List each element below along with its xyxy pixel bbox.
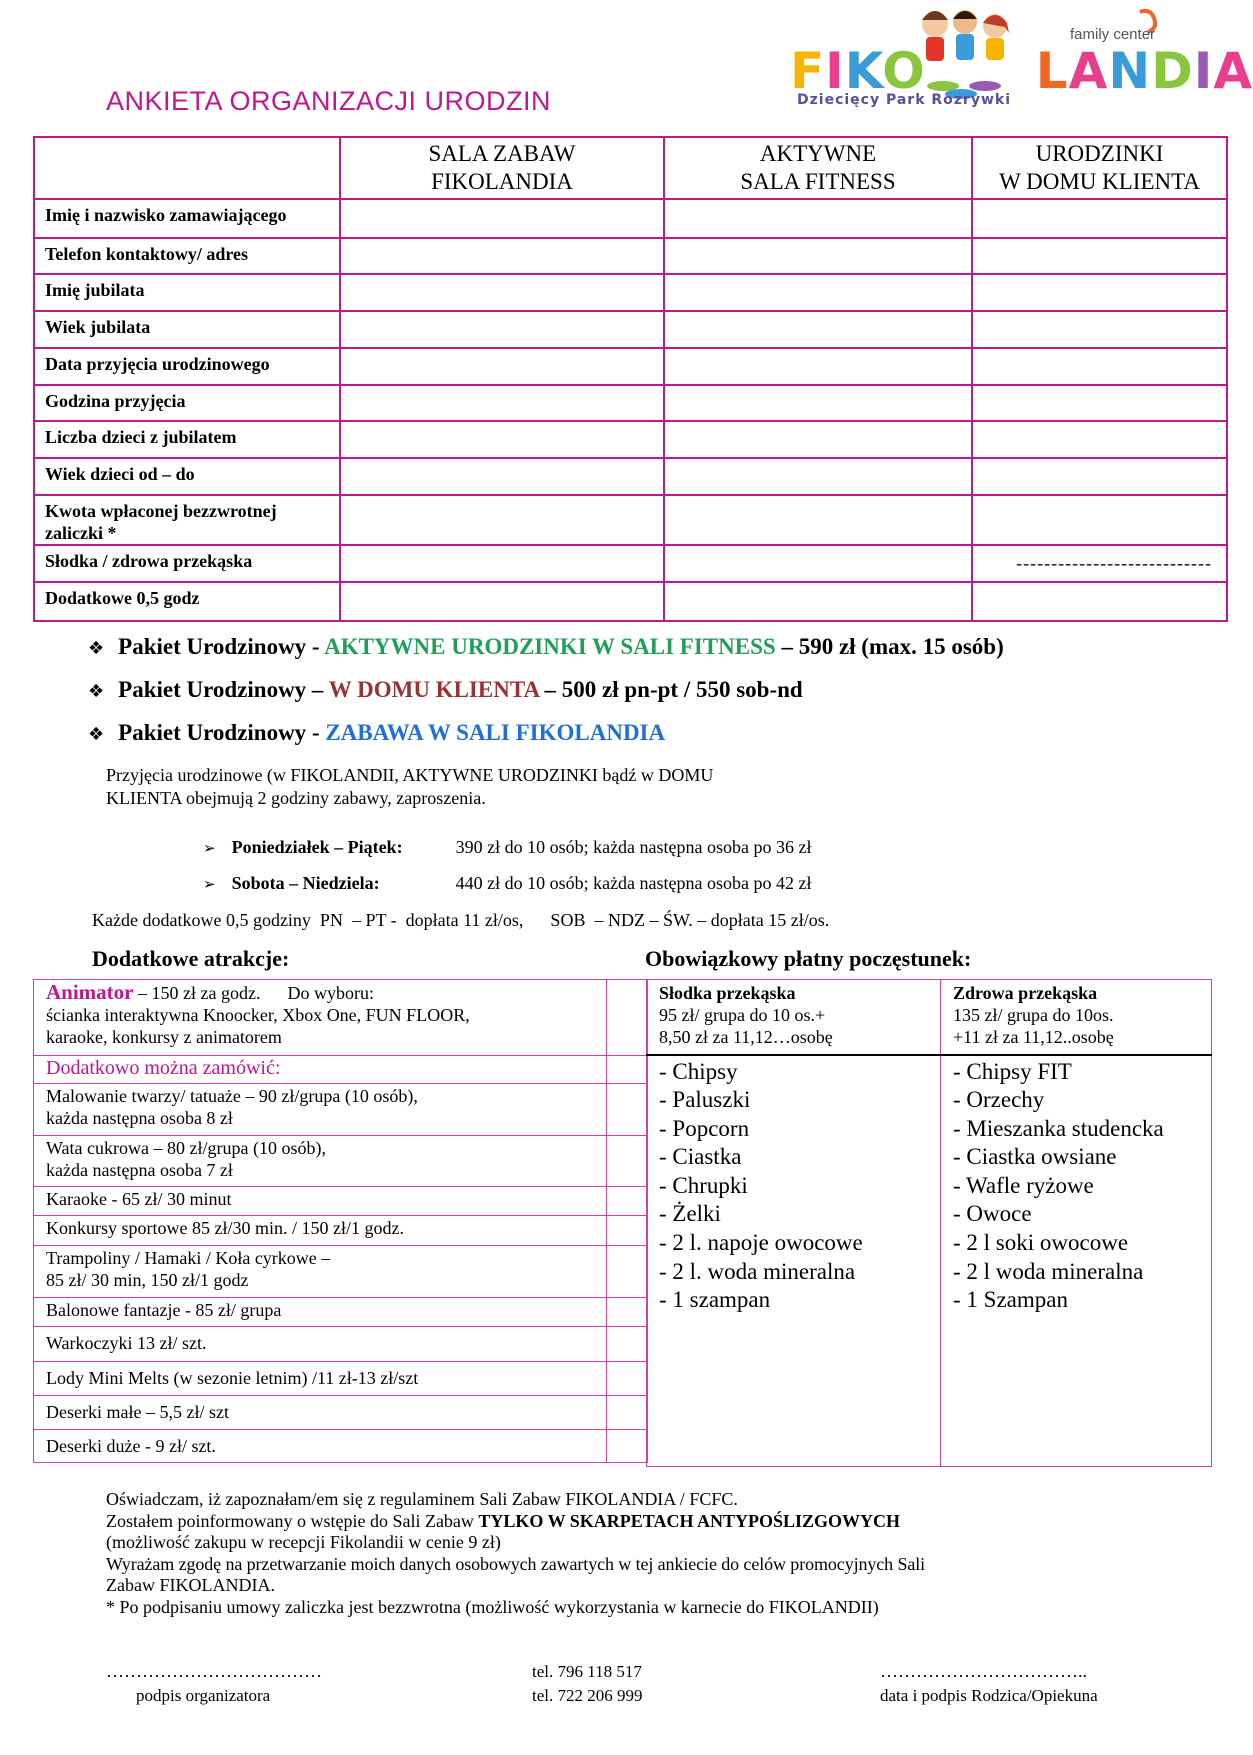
row-label: Telefon kontaktowy/ adres bbox=[34, 238, 340, 274]
animator-options: karaoke, konkursy z animatorem bbox=[46, 1027, 282, 1047]
column-header-fitness bbox=[664, 137, 972, 199]
list-item: - 1 Szampan bbox=[953, 1287, 1068, 1313]
bullet-diamond-icon: ❖ bbox=[88, 681, 105, 702]
package-prefix: Pakiet Urodzinowy - bbox=[118, 720, 326, 745]
extra-item: Lody Mini Melts (w sezonie letnim) /11 zł-13 zł/szt bbox=[34, 1362, 607, 1396]
form-field[interactable] bbox=[972, 458, 1227, 495]
corner-cell bbox=[34, 137, 340, 199]
pricing-row bbox=[203, 836, 812, 860]
healthy-price: 135 zł/ grupa do 10os. bbox=[953, 1005, 1114, 1025]
package-suffix: – 590 zł (max. 15 osób) bbox=[775, 634, 1004, 659]
column-header-text: SALA ZABAW FIKOLANDIA bbox=[428, 141, 576, 194]
logo-subtitle: Dziecięcy Park Rozrywki bbox=[797, 92, 1011, 108]
animator-cell bbox=[34, 980, 607, 1056]
list-item: - Żelki bbox=[659, 1201, 721, 1227]
form-field[interactable] bbox=[972, 582, 1227, 621]
column-header-text: URODZINKI W DOMU KLIENTA bbox=[999, 141, 1200, 194]
healthy-price-extra: +11 zł za 11,12..osobę bbox=[953, 1027, 1114, 1047]
form-field[interactable] bbox=[340, 582, 664, 621]
row-label: Wiek dzieci od – do bbox=[34, 458, 340, 495]
checkbox-cell[interactable] bbox=[607, 1187, 648, 1216]
list-item: - Chipsy bbox=[659, 1058, 738, 1084]
package-item bbox=[88, 634, 1004, 660]
order-form-table bbox=[33, 136, 1228, 622]
list-item: - Ciastka owsiane bbox=[953, 1144, 1117, 1170]
form-field[interactable] bbox=[664, 238, 972, 274]
statement-line: (możliwość zakupu w recepcji Fikolandii w cenie 9 zł) bbox=[106, 1532, 501, 1552]
logo-tagline: family center bbox=[1070, 26, 1156, 43]
form-field[interactable] bbox=[664, 421, 972, 458]
healthy-snack-list bbox=[941, 1055, 1212, 1467]
checkbox-cell[interactable] bbox=[607, 1246, 648, 1298]
checkbox-cell[interactable] bbox=[607, 1430, 648, 1463]
extras-heading: Dodatkowo można zamówić: bbox=[34, 1056, 607, 1084]
column-header-fikolandia bbox=[340, 137, 664, 199]
package-name: ZABAWA W SALI FIKOLANDIA bbox=[325, 720, 666, 745]
package-prefix: Pakiet Urodzinowy – bbox=[118, 677, 329, 702]
package-name: W DOMU KLIENTA bbox=[328, 677, 539, 702]
form-field[interactable] bbox=[340, 274, 664, 311]
row-label: Imię i nazwisko zamawiającego bbox=[34, 199, 340, 238]
animator-desc: – 150 zł za godz. Do wyboru: bbox=[133, 983, 374, 1003]
form-field[interactable] bbox=[340, 385, 664, 421]
attractions-table bbox=[33, 979, 648, 1463]
extra-item: Malowanie twarzy/ tatuaże – 90 zł/grupa (10 osób), każda następna osoba 8 zł bbox=[34, 1084, 607, 1136]
form-field[interactable] bbox=[340, 545, 664, 582]
package-name: AKTYWNE URODZINKI W SALI FITNESS bbox=[324, 634, 776, 659]
page-title: ANKIETA ORGANIZACJI URODZIN bbox=[106, 86, 552, 116]
snacks-table bbox=[646, 979, 1212, 1467]
form-field[interactable] bbox=[972, 421, 1227, 458]
checkbox-cell[interactable] bbox=[607, 1056, 648, 1084]
bullet-diamond-icon: ❖ bbox=[88, 724, 105, 745]
checkbox-cell[interactable] bbox=[607, 1216, 648, 1246]
list-item: - 1 szampan bbox=[659, 1287, 771, 1313]
form-field[interactable] bbox=[664, 311, 972, 348]
statement-line bbox=[106, 1511, 1121, 1533]
list-item: - Ciastka bbox=[659, 1144, 742, 1170]
parent-signature-label: data i podpis Rodzica/Opiekuna bbox=[880, 1686, 1098, 1705]
row-label: Liczba dzieci z jubilatem bbox=[34, 421, 340, 458]
extra-item: Deserki duże - 9 zł/ szt. bbox=[34, 1430, 607, 1463]
row-label: Kwota wpłaconej bezzwrotnej zaliczki * bbox=[34, 495, 340, 545]
organizer-signature-label: podpis organizatora bbox=[136, 1686, 271, 1705]
list-item: - Paluszki bbox=[659, 1087, 751, 1113]
extra-item: Balonowe fantazje - 85 zł/ grupa bbox=[34, 1298, 607, 1327]
form-field[interactable] bbox=[340, 421, 664, 458]
arrow-bullet-icon: ➢ bbox=[203, 839, 216, 857]
fikolandia-logo bbox=[785, 6, 1253, 110]
list-item: - Chipsy FIT bbox=[953, 1058, 1072, 1084]
statement-line: Zabaw FIKOLANDIA. bbox=[106, 1575, 275, 1595]
arrow-bullet-icon: ➢ bbox=[203, 875, 216, 893]
package-item bbox=[88, 720, 665, 746]
extra-item: Trampoliny / Hamaki / Koła cyrkowe – 85 zł/ 30 min, 150 zł/1 godz bbox=[34, 1246, 607, 1298]
row-label: Wiek jubilata bbox=[34, 311, 340, 348]
package-suffix: – 500 zł pn-pt / 550 sob-nd bbox=[538, 677, 803, 702]
column-header-home bbox=[972, 137, 1227, 199]
form-field[interactable] bbox=[340, 311, 664, 348]
animator-options: ścianka interaktywna Knoocker, Xbox One, FUN FLOOR, bbox=[46, 1005, 470, 1025]
bullet-diamond-icon: ❖ bbox=[88, 638, 105, 659]
list-item: - Chrupki bbox=[659, 1172, 748, 1198]
phone-number: tel. 796 118 517 bbox=[532, 1662, 642, 1681]
form-field[interactable] bbox=[972, 385, 1227, 421]
list-item: - 2 l woda mineralna bbox=[953, 1258, 1144, 1284]
not-applicable-dashes: ---------------------------- bbox=[972, 545, 1227, 582]
form-field[interactable] bbox=[972, 348, 1227, 385]
package-item bbox=[88, 677, 803, 703]
pricing-price: 440 zł do 10 osób; każda następna osoba po 42 zł bbox=[455, 873, 812, 893]
form-field[interactable] bbox=[664, 274, 972, 311]
organizer-signature-line[interactable]: ……………………………… bbox=[106, 1661, 322, 1681]
checkbox-cell[interactable] bbox=[607, 1136, 648, 1187]
checkbox-cell[interactable] bbox=[607, 1298, 648, 1327]
pricing-price: 390 zł do 10 osób; każda następna osoba po 36 zł bbox=[455, 837, 812, 857]
extra-item: Warkoczyki 13 zł/ szt. bbox=[34, 1327, 607, 1362]
form-field[interactable] bbox=[340, 238, 664, 274]
extra-time-note: Każde dodatkowe 0,5 godziny PN – PT - dopłata 11 zł/os, SOB – NDZ – ŚW. – dopłata 15 zł/os. bbox=[92, 910, 830, 930]
statement-block bbox=[106, 1489, 1121, 1618]
list-item: - Wafle ryżowe bbox=[953, 1172, 1094, 1198]
refreshments-heading: Obowiązkowy płatny poczęstunek: bbox=[645, 946, 972, 971]
form-field[interactable] bbox=[340, 348, 664, 385]
form-field[interactable] bbox=[664, 348, 972, 385]
list-item: - Popcorn bbox=[659, 1115, 750, 1141]
list-item: - Owoce bbox=[953, 1201, 1032, 1227]
checkbox-cell[interactable] bbox=[607, 980, 648, 1056]
pricing-days: Sobota – Niedziela: bbox=[231, 873, 380, 893]
statement-line: Oświadczam, iż zapoznałam/em się z regulaminem Sali Zabaw FIKOLANDIA / FCFC. bbox=[106, 1489, 738, 1509]
form-field[interactable] bbox=[340, 199, 664, 238]
form-field[interactable] bbox=[664, 458, 972, 495]
row-label: Imię jubilata bbox=[34, 274, 340, 311]
statement-line: * Po podpisaniu umowy zaliczka jest bezzwrotna (możliwość wykorzystania w karnecie do FIKOLANDII) bbox=[106, 1596, 879, 1617]
statement-socks-warning: TYLKO W SKARPETACH ANTYPOŚLIZGOWYCH bbox=[478, 1510, 900, 1531]
sweet-snack-header bbox=[647, 980, 941, 1055]
row-label: Dodatkowe 0,5 godz bbox=[34, 582, 340, 621]
checkbox-cell[interactable] bbox=[607, 1327, 648, 1362]
form-field[interactable] bbox=[972, 199, 1227, 238]
intro-text: Przyjęcia urodzinowe (w FIKOLANDII, AKTYWNE URODZINKI bądź w DOMU KLIENTA obejmują 2 godziny zabawy, zaproszenia. bbox=[106, 765, 714, 808]
form-field[interactable] bbox=[664, 495, 972, 545]
attractions-heading: Dodatkowe atrakcje: bbox=[92, 946, 290, 971]
form-field[interactable] bbox=[972, 495, 1227, 545]
form-field[interactable] bbox=[340, 458, 664, 495]
pricing-row bbox=[203, 872, 812, 896]
list-item: - Mieszanka studencka bbox=[953, 1115, 1164, 1141]
animator-title: Animator bbox=[46, 980, 134, 1004]
package-prefix: Pakiet Urodzinowy - bbox=[118, 634, 325, 659]
list-item: - Orzechy bbox=[953, 1087, 1045, 1113]
phone-number: tel. 722 206 999 bbox=[532, 1686, 643, 1705]
row-label: Data przyjęcia urodzinowego bbox=[34, 348, 340, 385]
form-field[interactable] bbox=[664, 545, 972, 582]
row-label: Słodka / zdrowa przekąska bbox=[34, 545, 340, 582]
extra-item: Wata cukrowa – 80 zł/grupa (10 osób), każda następna osoba 7 zł bbox=[34, 1136, 607, 1187]
extra-item: Deserki małe – 5,5 zł/ szt bbox=[34, 1396, 607, 1430]
healthy-title: Zdrowa przekąska bbox=[953, 983, 1098, 1003]
pricing-days: Poniedziałek – Piątek: bbox=[231, 837, 403, 857]
list-item: - 2 l soki owocowe bbox=[953, 1230, 1129, 1256]
statement-line: Wyrażam zgodę na przetwarzanie moich danych osobowych zawartych w tej ankiecie do celów promocyjnych Sali bbox=[106, 1553, 926, 1574]
form-field[interactable] bbox=[972, 274, 1227, 311]
form-field[interactable] bbox=[664, 385, 972, 421]
row-label: Godzina przyjęcia bbox=[34, 385, 340, 421]
list-item: - 2 l. napoje owocowe bbox=[659, 1230, 863, 1256]
form-field[interactable] bbox=[664, 582, 972, 621]
checkbox-cell[interactable] bbox=[607, 1396, 648, 1430]
healthy-snack-header bbox=[941, 980, 1212, 1055]
logo-wordmark: FIKO LANDIA bbox=[790, 42, 1253, 100]
extra-item: Konkursy sportowe 85 zł/30 min. / 150 zł/1 godz. bbox=[34, 1216, 607, 1246]
sweet-snack-list bbox=[647, 1055, 941, 1467]
checkbox-cell[interactable] bbox=[607, 1084, 648, 1136]
sweet-price: 95 zł/ grupa do 10 os.+ bbox=[659, 1005, 826, 1025]
sweet-price-extra: 8,50 zł za 11,12…osobę bbox=[659, 1027, 833, 1047]
list-item: - 2 l. woda mineralna bbox=[659, 1258, 856, 1284]
form-field[interactable] bbox=[972, 311, 1227, 348]
form-field[interactable] bbox=[664, 199, 972, 238]
extra-item: Karaoke - 65 zł/ 30 minut bbox=[34, 1187, 607, 1216]
sweet-title: Słodka przekąska bbox=[659, 983, 796, 1003]
parent-signature-line[interactable]: …………………………….. bbox=[880, 1661, 1087, 1681]
form-field[interactable] bbox=[340, 495, 664, 545]
column-header-text: AKTYWNE SALA FITNESS bbox=[740, 141, 896, 194]
checkbox-cell[interactable] bbox=[607, 1362, 648, 1396]
statement-text: Zostałem poinformowany o wstępie do Sali Zabaw bbox=[106, 1510, 479, 1531]
form-field[interactable] bbox=[972, 238, 1227, 274]
